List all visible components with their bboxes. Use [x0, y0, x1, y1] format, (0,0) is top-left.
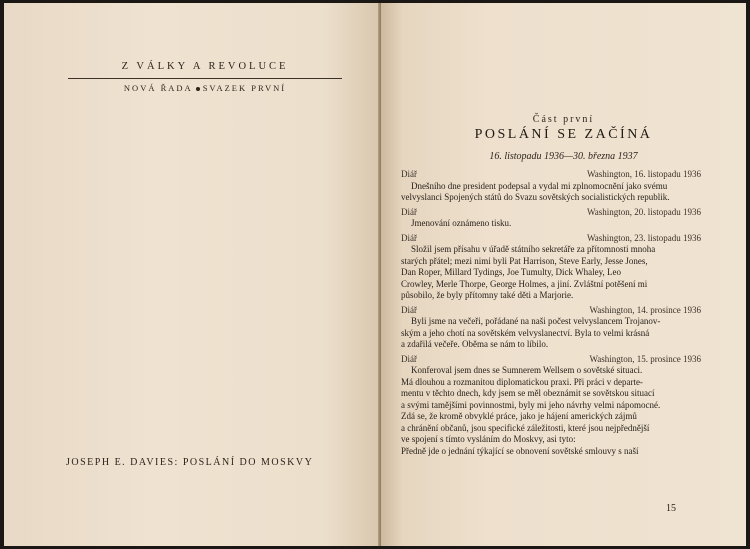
- diary-entry: [401, 305, 701, 351]
- entry-label: Diář: [401, 169, 417, 179]
- entry-text-line: Složil jsem přísahu v úřadě státního sekretáře za přítomnosti mnoha: [411, 244, 656, 254]
- diary-entries: [401, 169, 701, 460]
- entry-place-date: Washington, 20. listopadu 1936: [586, 206, 701, 217]
- right-page: [381, 3, 746, 546]
- entry-header: [401, 354, 701, 366]
- entry-text-line: Crowley, Merle Thorpe, George Holmes, a jiní. Zvláštní potěšení mi: [401, 278, 648, 289]
- entry-header: [401, 305, 701, 317]
- entry-text-line: mentu v těchto dnech, kdy jsem se měl obeznámit se sovětskou situací: [401, 388, 655, 398]
- entry-place-date: Washington, 23. listopadu 1936: [586, 232, 701, 243]
- entry-text-line: Dnešního dne president podepsal a vydal mi zplnomocnění jako svému: [411, 180, 668, 191]
- chapter-title: POSLÁNÍ SE ZAČÍNÁ: [474, 127, 653, 142]
- entry-text-line: Má dlouhou a rozmanitou diplomatickou praxi. Při práci v departe-: [401, 376, 643, 387]
- series-sub-b: SVAZEK PRVNÍ: [202, 83, 287, 93]
- series-rule: [68, 78, 342, 79]
- series-subtitle: [68, 83, 342, 93]
- entry-text-line: Konferoval jsem dnes se Sumnerem Wellsem o sovětské situaci.: [411, 365, 643, 375]
- series-header: [68, 61, 342, 93]
- entry-place-date: Washington, 14. prosince 1936: [589, 304, 701, 315]
- series-title: Z VÁLKY A REVOLUCE: [121, 61, 289, 72]
- entry-text-line: Předně jde o jednání týkající se obnovení sovětské smlouvy s naší: [401, 445, 639, 456]
- entry-text-line: působilo, že byly přítomny také děti a Marjorie.: [401, 290, 574, 300]
- entry-text-line: a svými tamějšími povinnostmi, byly mi jeho návrhy velmi nápomocné.: [401, 399, 661, 410]
- entry-header: [401, 233, 701, 245]
- entry-text-line: velvyslanci Spojených států do Svazu sovětských socialistických republik.: [401, 192, 670, 202]
- entry-label: Diář: [401, 304, 417, 315]
- diary-entry: [401, 207, 701, 230]
- entry-label: Diář: [401, 232, 417, 243]
- entry-text-line: Jmenování oznámeno tisku.: [411, 218, 512, 228]
- page-number: 15: [666, 503, 676, 514]
- entry-text-line: a zdařilá večeře. Oběma se nám to líbilo.: [401, 339, 549, 349]
- diary-entry: [401, 354, 701, 458]
- entry-text-line: ve spojení s tímto vysláním do Moskvy, asi tyto:: [401, 434, 576, 444]
- part-heading: Část první: [532, 114, 595, 125]
- entry-header: [401, 169, 701, 181]
- entry-text-line: ským a jeho chotí na sovětském velvyslanectví. Byla to velmi krásná: [401, 327, 650, 338]
- bullet-dot: [196, 87, 200, 91]
- entry-text-line: Byli jsme na večeři, pořádané na naši počest velvyslancem Trojanov-: [411, 316, 661, 326]
- entry-text-line: Zdá se, že kromě obvyklé práce, jako je hájení amerických zájmů: [401, 411, 637, 421]
- entry-place-date: Washington, 15. prosince 1936: [589, 353, 701, 364]
- entry-text-line: starých přátel; mezi nimi byli Pat Harrison, Steve Early, Jesse Jones,: [401, 255, 648, 266]
- book-spread: [4, 3, 746, 546]
- entry-header: [401, 207, 701, 219]
- chapter-dates: 16. listopadu 1936—30. března 1937: [489, 151, 638, 162]
- series-sub-a: NOVÁ ŘADA: [123, 83, 193, 93]
- entry-place-date: Washington, 16. listopadu 1936: [586, 169, 701, 179]
- entry-text-line: Dan Roper, Millard Tydings, Joe Tumulty, Dick Whaley, Leo: [401, 267, 621, 277]
- left-page: [4, 3, 380, 546]
- book-title-footer: JOSEPH E. DAVIES: POSLÁNÍ DO MOSKVY: [66, 457, 314, 468]
- diary-entry: [401, 233, 701, 302]
- entry-label: Diář: [401, 206, 417, 217]
- entry-label: Diář: [401, 353, 417, 364]
- entry-text-line: a chránění občanů, jsou specifické záležitosti, které jsou nejpřednější: [401, 422, 650, 433]
- diary-entry: [401, 169, 701, 204]
